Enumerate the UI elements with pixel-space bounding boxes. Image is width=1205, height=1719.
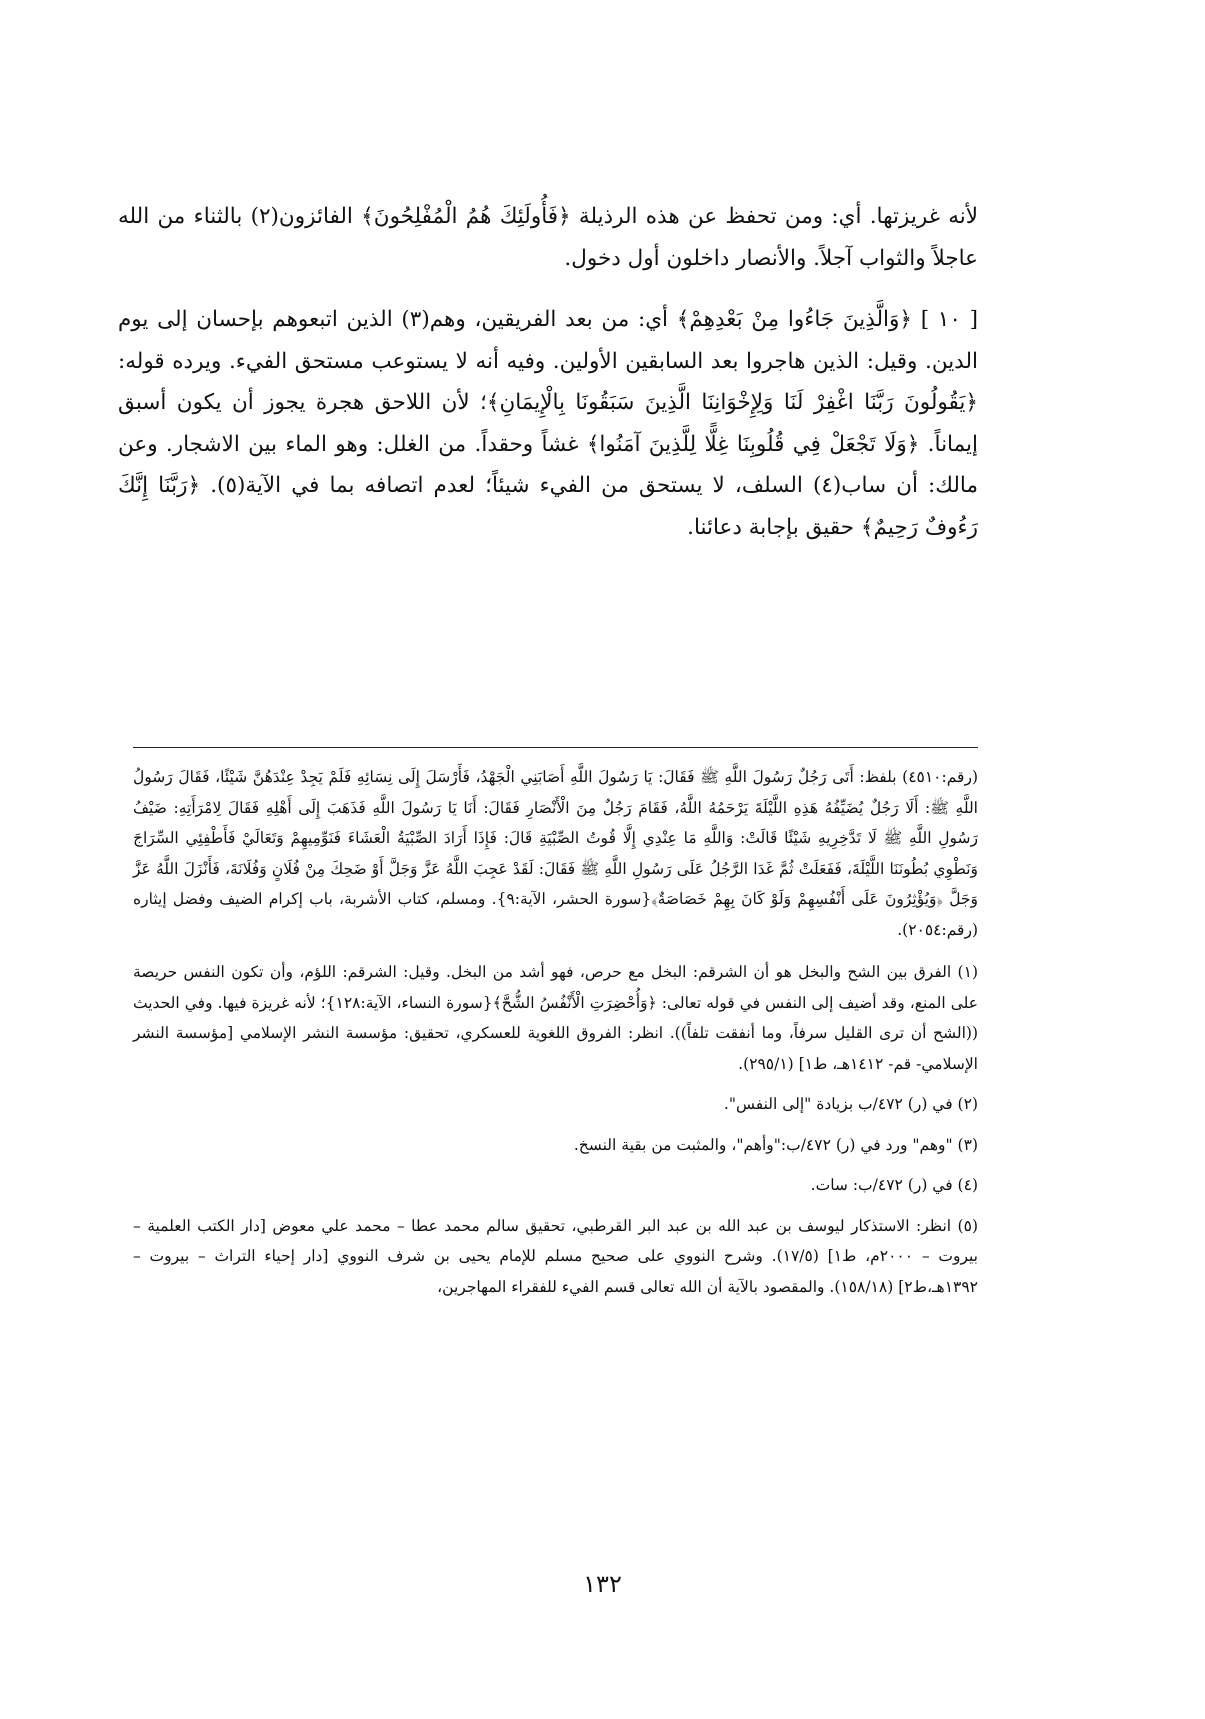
page-number: ١٣٢: [583, 1570, 622, 1598]
paragraph-continuation: لأنه غريزتها. أي: ومن تحفظ عن هذه الرذيلة ﴿فَأُولَئِكَ هُمُ الْمُفْلِحُونَ﴾ الفائزون(٢) بالثناء من الله عاجلاً والثواب آجلاً. والأنصار داخلون أول دخول.: [118, 204, 978, 271]
footnote-1: (١) الفرق بين الشح والبخل هو أن الشرقم: البخل مع حرص، فهو أشد من البخل. وقيل: الشرقم: اللؤم، وأن تكون النفس حريصة على المنع، وقد أضيف إلى النفس في قوله تعالى: ﴿وَأُحْضِرَتِ الْأَنْفُسُ الشُّحَّ﴾{سورة النساء، الآية:١٢٨}؛ لأنه غريزة فيها. وفي الحديث ((الشح أن ترى القليل سرفاً، وما أنفقت تلفاً)). انظر: الفروق اللغوية للعسكري، تحقيق: مؤسسة النشر الإسلامي [مؤسسة النشر الإسلامي- قم- ١٤١٢هـ، ط١] (٢٩٥/١).: [133, 963, 979, 1073]
main-text-body: [118, 196, 978, 548]
footnote-continuation: (رقم:٤٥١٠) بلفظ: أَتَى رَجُلٌ رَسُولَ اللَّهِ ﷺ فَقَالَ: يَا رَسُولَ اللَّهِ أَصَابَنِي الْجَهْدُ، فَأَرْسَلَ إِلَى نِسَائِهِ فَلَمْ يَجِدْ عِنْدَهُنَّ شَيْئًا، فَقَالَ رَسُولُ اللَّهِ ﷺ: أَلَا رَجُلٌ يُضَيِّفُهُ هَذِهِ اللَّيْلَةَ يَرْحَمُهُ اللَّهُ، فَقَامَ رَجُلٌ مِنَ الْأَنْصَارِ فَقَالَ: أَنَا يَا رَسُولَ اللَّهِ فَذَهَبَ إِلَى أَهْلِهِ فَقَالَ لِامْرَأَتِهِ: ضَيْفُ رَسُولِ اللَّهِ ﷺ لَا تَدَّخِرِيهِ شَيْئًا قَالَتْ: وَاللَّهِ مَا عِنْدِي إِلَّا قُوتُ الصِّبْيَةِ قَالَ: فَإِذَا أَرَادَ الصِّبْيَةُ الْعَشَاءَ فَنَوِّمِيهِمْ وَتَعَالَيْ فَأَطْفِئِي السِّرَاجَ وَنَطْوِي بُطُونَنَا اللَّيْلَةَ، فَفَعَلَتْ ثُمَّ غَدَا الرَّجُلُ عَلَى رَسُولِ اللَّهِ ﷺ فَقَالَ: لَقَدْ عَجِبَ اللَّهُ عَزَّ وَجَلَّ أَوْ ضَحِكَ مِنْ فُلَانٍ وَفُلَانَةَ، فَأَنْزَلَ اللَّهُ عَزَّ وَجَلَّ ﴿وَيُؤْثِرُونَ عَلَى أَنْفُسِهِمْ وَلَوْ كَانَ بِهِمْ خَصَاصَةٌ﴾{سورة الحشر، الآية:٩}. ومسلم، كتاب الأشربة، باب إكرام الضيف وفضل إيثاره (رقم:٢٠٥٤).: [133, 768, 979, 939]
footnote-5: (٥) انظر: الاستذكار ليوسف بن عبد الله بن عبد البر القرطبي، تحقيق سالم محمد عطا – محمد علي معوض [دار الكتب العلمية – بيروت – ٢٠٠٠م، ط١] (١٧/٥). وشرح النووي على صحيح مسلم للإمام يحيى بن شرف النووي [دار إحياء التراث – بيروت – ١٣٩٢هـ،ط٢] (١٥٨/١٨). والمقصود بالآية أن الله تعالى قسم الفيء للفقراء المهاجرين،: [133, 1216, 978, 1296]
footnote-4: (٤) في (ر) ٤٧٢/ب: سات.: [810, 1176, 978, 1194]
footnote-2: (٢) في (ر) ٤٧٢/ب بزيادة "إلى النفس".: [723, 1095, 978, 1113]
footnote-3: (٣) "وهم" ورد في (ر) ٤٧٢/ب:"وأهم"، والمثبت من بقية النسخ.: [573, 1135, 978, 1154]
paragraph-verse-10: [ ١٠ ] ﴿وَالَّذِينَ جَاءُوا مِنْ بَعْدِهِمْ﴾ أي: من بعد الفريقين، وهم(٣) الذين اتبعوهم بإحسان إلى يوم الدين. وقيل: الذين هاجروا بعد السابقين الأولين. وفيه أنه لا يستوعب مستحق الفيء. ويرده قوله: ﴿يَقُولُونَ رَبَّنَا اغْفِرْ لَنَا وَلِإِخْوَانِنَا الَّذِينَ سَبَقُونَا بِالْإِيمَانِ﴾؛ لأن اللاحق هجرة يجوز أن يكون أسبق إيماناً. ﴿وَلَا تَجْعَلْ فِي قُلُوبِنَا غِلًّا لِلَّذِينَ آمَنُوا﴾ غشاً وحقداً. من الغلل: وهو الماء بين الاشجار. وعن مالك: أن ساب(٤) السلف، لا يستحق من الفيء شيئاً؛ لعدم اتصافه بما في الآية(٥). ﴿رَبَّنَا إِنَّكَ رَءُوفٌ رَحِيمٌ﴾ حقيق بإجابة دعائنا.: [118, 307, 978, 540]
footnote-separator: [133, 747, 978, 748]
footnotes-section: [133, 762, 978, 1312]
